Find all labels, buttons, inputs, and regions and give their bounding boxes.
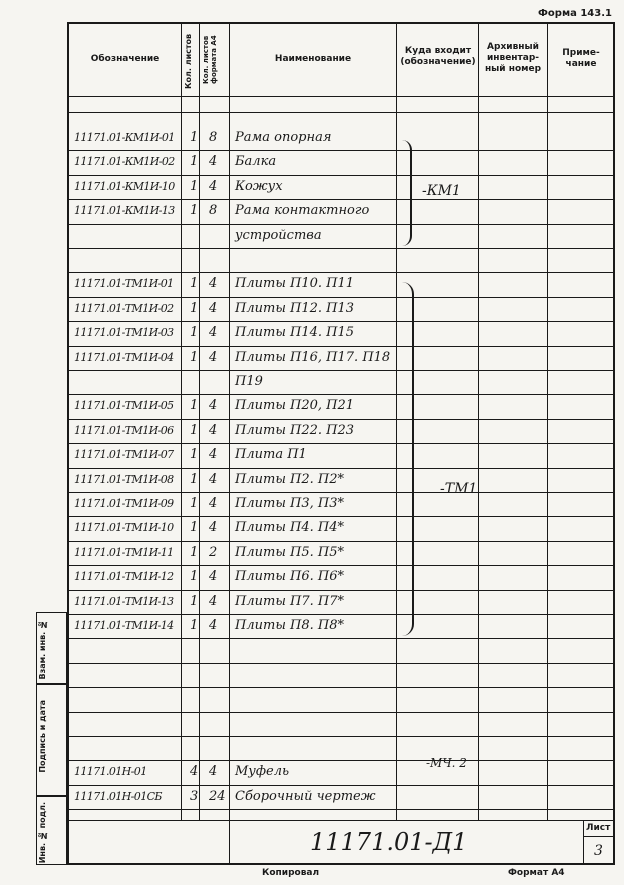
row-line [67, 224, 615, 225]
row-sheets: 1 [190, 471, 199, 487]
row-name: устройства [235, 227, 322, 243]
row-format: 8 [209, 203, 218, 219]
col-line [229, 22, 230, 820]
row-code: 11171.01-ТМ1И-07 [74, 448, 174, 462]
group-tm: -ТМ1 [440, 481, 478, 497]
row-line [67, 112, 615, 113]
row-code: 11171.01-ТМ1И-06 [74, 423, 174, 437]
row-sheets: 1 [190, 276, 199, 292]
title-block-divider [229, 820, 230, 865]
row-format: 4 [209, 764, 218, 780]
row-sheets: 1 [190, 398, 199, 414]
row-format: 4 [209, 496, 218, 511]
title-block-sheet-line [583, 836, 615, 837]
row-sheets: 1 [190, 422, 199, 438]
row-sheets: 4 [190, 764, 199, 780]
row-line [67, 809, 615, 810]
row-format: 4 [209, 569, 218, 585]
row-code: 11171.01-ТМ1И-04 [74, 350, 174, 364]
row-format: 4 [209, 471, 218, 487]
row-name: Плиты П3, П3* [235, 496, 345, 511]
row-name: Плиты П4. П4* [235, 520, 345, 536]
row-code: 11171.01-ТМ1И-12 [74, 570, 174, 584]
row-sheets: 1 [190, 178, 199, 194]
side-label-inv: Инв. № подл. [38, 802, 47, 864]
row-name: Плиты П5. П5* [235, 544, 345, 560]
row-format: 4 [209, 349, 218, 365]
row-code: 11171.01-ТМ1И-10 [74, 521, 174, 535]
group-mch: -МЧ. 2 [426, 756, 467, 770]
sheet-label: Лист [586, 823, 611, 833]
col-line [199, 22, 200, 820]
row-format: 4 [209, 422, 218, 438]
document-code: 11171.01-Д1 [310, 828, 468, 856]
row-sheets: 1 [190, 300, 199, 316]
row-code: 11171.01Н-01СБ [74, 789, 162, 803]
row-sheets: 1 [190, 349, 199, 365]
row-code: 11171.01-КМ1И-01 [74, 131, 175, 144]
row-name: Плиты П16, П17. П18 [235, 349, 391, 365]
row-sheets: 1 [190, 130, 199, 145]
header-note: Приме- чание [562, 48, 600, 69]
row-code: 11171.01-КМ1И-13 [74, 204, 175, 218]
row-format: 4 [209, 325, 218, 341]
row-sheets: 1 [190, 544, 199, 560]
row-format: 4 [209, 520, 218, 536]
row-sheets: 3 [190, 788, 199, 804]
row-format: 4 [209, 398, 218, 414]
row-code: 11171.01-ТМ1И-03 [74, 326, 174, 340]
row-name: Плиты П22. П23 [235, 422, 355, 438]
header-name: Наименование [274, 54, 352, 64]
row-name: Рама опорная [235, 130, 332, 145]
row-format: 4 [209, 276, 218, 292]
group-km: -КМ1 [422, 183, 461, 199]
row-line [67, 712, 615, 713]
row-name: Рама контактного [235, 203, 370, 219]
row-code: 11171.01-ТМ1И-02 [74, 301, 174, 315]
row-sheets: 1 [190, 203, 199, 219]
row-name: Муфель [235, 764, 290, 780]
row-code: 11171.01-ТМ1И-05 [74, 399, 174, 413]
col-line [396, 22, 397, 820]
row-format: 2 [209, 544, 218, 560]
row-sheets: 1 [190, 447, 199, 463]
row-code: 11171.01Н-01 [74, 765, 147, 779]
form-label: Форма 143.1 [538, 8, 612, 19]
row-format: 4 [209, 154, 218, 170]
row-code: 11171.01-ТМ1И-11 [74, 545, 174, 559]
footer-format: Формат А4 [508, 868, 565, 878]
row-name: Плиты П12. П13 [235, 300, 355, 316]
col-line [181, 22, 182, 820]
header-archive: Архивный инвентар- ный номер [484, 42, 542, 74]
row-name: Плиты П20, П21 [235, 398, 355, 414]
row-sheets: 1 [190, 496, 199, 511]
side-label-signature: Подпись и дата [38, 700, 47, 773]
row-code: 11171.01-ТМ1И-09 [74, 497, 174, 510]
row-code: 11171.01-ТМ1И-01 [74, 277, 174, 291]
row-code: 11171.01-ТМ1И-14 [74, 619, 174, 632]
row-format: 4 [209, 447, 218, 463]
footer-copied: Копировал [262, 868, 320, 878]
row-sheets: 1 [190, 154, 199, 170]
row-code: 11171.01-ТМ1И-08 [74, 472, 174, 486]
header-a4-count: Кол. листов формата А4 [202, 35, 218, 85]
row-name: Плита П1 [235, 447, 307, 463]
header-where-used: Куда входит (обозначение) [400, 46, 476, 67]
row-line [67, 248, 615, 249]
row-format: 4 [209, 178, 218, 194]
col-line [547, 22, 548, 820]
row-name: Плиты П10. П11 [235, 276, 355, 292]
row-line [67, 638, 615, 639]
row-name: Плиты П8. П8* [235, 618, 345, 633]
col-line [478, 22, 479, 820]
row-name: Плиты П14. П15 [235, 325, 355, 341]
row-code: 11171.01-КМ1И-10 [74, 179, 175, 193]
row-sheets: 1 [190, 520, 199, 536]
row-format: 8 [209, 130, 218, 145]
row-code: 11171.01-КМ1И-02 [74, 155, 175, 169]
row-name: Кожух [235, 178, 283, 194]
row-code: 11171.01-ТМ1И-13 [74, 594, 174, 608]
row-line [67, 736, 615, 737]
row-format: 4 [209, 300, 218, 316]
row-name: Плиты П2. П2* [235, 471, 345, 487]
side-label-replaced: Взам. инв. № [38, 620, 47, 680]
row-sheets: 1 [190, 325, 199, 341]
row-sheets: 1 [190, 593, 199, 609]
row-line [67, 760, 615, 761]
header-bottom-line [67, 96, 615, 97]
title-block-top [67, 820, 615, 821]
row-name: Плиты П6. П6* [235, 569, 345, 585]
brace-tm [400, 282, 414, 636]
title-block-sheet-divider [583, 820, 584, 865]
row-sheets: 1 [190, 569, 199, 585]
row-name: Плиты П7. П7* [235, 593, 345, 609]
row-line [67, 663, 615, 664]
row-format: 4 [209, 593, 218, 609]
row-sheets: 1 [190, 618, 199, 633]
row-name: П19 [235, 374, 263, 389]
sheet-number: 3 [594, 843, 603, 859]
row-line [67, 687, 615, 688]
row-name: Сборочный чертеж [235, 788, 376, 804]
header-designation: Обозначение [90, 54, 160, 64]
row-format: 24 [209, 788, 226, 804]
header-sheet-count: Кол. листов [184, 33, 193, 89]
brace-km [400, 140, 412, 246]
row-format: 4 [209, 618, 218, 633]
row-name: Балка [235, 154, 277, 170]
row-line [67, 370, 615, 371]
